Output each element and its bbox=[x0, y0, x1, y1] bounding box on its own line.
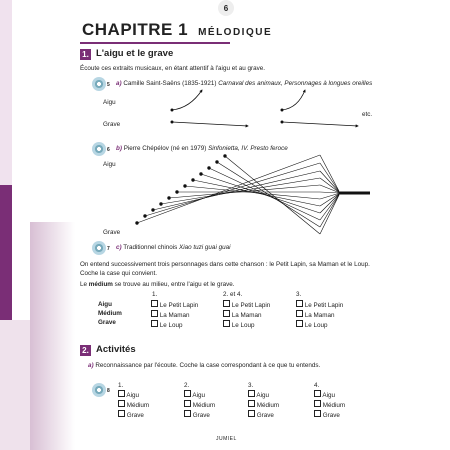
col-1-options bbox=[151, 300, 198, 330]
contour-curve-1 bbox=[172, 90, 202, 110]
option-row[interactable]: Le Loup bbox=[296, 320, 343, 330]
col-2-options bbox=[223, 300, 270, 330]
option-row[interactable]: Aigu bbox=[118, 390, 149, 400]
col-2-number: 2. et 4. bbox=[223, 291, 243, 298]
option-row[interactable]: Grave bbox=[314, 410, 345, 420]
activity-col-3 bbox=[248, 381, 279, 420]
checkbox[interactable] bbox=[314, 410, 321, 417]
section1-intro: Écoute ces extraits musicaux, en étant attentif à l'aigu et au grave. bbox=[80, 65, 265, 72]
cd-icon bbox=[92, 383, 106, 397]
item-a-work: Carnaval des animaux, Personnages à longues oreilles bbox=[218, 80, 373, 87]
track-number: 5 bbox=[107, 82, 110, 88]
cd-icon bbox=[92, 142, 106, 156]
checkbox[interactable] bbox=[314, 400, 321, 407]
option-row[interactable]: La Maman bbox=[223, 310, 270, 320]
item-b-composer: Pierre Chépélov (né en 1979) bbox=[123, 145, 207, 152]
item-c-work: Xiao tuzi guai guai bbox=[179, 244, 231, 251]
activity-col-4 bbox=[314, 381, 345, 420]
checkbox[interactable] bbox=[151, 300, 158, 307]
activity-col-2 bbox=[184, 381, 215, 420]
activity-col-number: 4. bbox=[314, 382, 320, 389]
checkbox[interactable] bbox=[184, 390, 191, 397]
option-row[interactable]: La Maman bbox=[296, 310, 343, 320]
track-number: 6 bbox=[107, 147, 110, 153]
checkbox[interactable] bbox=[223, 310, 230, 317]
item-c-letter: c) bbox=[116, 244, 122, 251]
checkbox[interactable] bbox=[184, 410, 191, 417]
option-row[interactable]: Grave bbox=[118, 410, 149, 420]
checkbox[interactable] bbox=[296, 300, 303, 307]
option-row[interactable]: Médium bbox=[118, 400, 149, 410]
col-3-number: 3. bbox=[296, 291, 302, 298]
track-number: 7 bbox=[107, 246, 110, 252]
checkbox[interactable] bbox=[248, 410, 255, 417]
checkbox[interactable] bbox=[118, 400, 125, 407]
contour-curve-2 bbox=[282, 90, 305, 110]
option-row[interactable]: La Maman bbox=[151, 310, 198, 320]
activity-col-number: 2. bbox=[184, 382, 190, 389]
option-row[interactable]: Le Petit Lapin bbox=[151, 300, 198, 310]
row-label-grave: Grave bbox=[98, 319, 116, 326]
checkbox[interactable] bbox=[223, 300, 230, 307]
chapter-title: CHAPITRE 1 bbox=[82, 20, 189, 39]
page-number: 6 bbox=[216, 4, 236, 18]
option-row[interactable]: Médium bbox=[248, 400, 279, 410]
item-b-line bbox=[116, 144, 288, 153]
col-3-options bbox=[296, 300, 343, 330]
checkbox[interactable] bbox=[151, 320, 158, 327]
item-b-aigu-label: Aigu bbox=[103, 161, 116, 168]
option-row[interactable]: Médium bbox=[184, 400, 215, 410]
row-label-medium: Médium bbox=[98, 310, 122, 317]
checkbox[interactable] bbox=[248, 400, 255, 407]
item-a-letter: a) bbox=[116, 80, 122, 87]
contour-line-2 bbox=[282, 122, 358, 126]
section2-title: Activités bbox=[96, 344, 136, 355]
option-row[interactable]: Aigu bbox=[248, 390, 279, 400]
option-row[interactable]: Le Petit Lapin bbox=[223, 300, 270, 310]
checkbox[interactable] bbox=[296, 310, 303, 317]
item-b-work: Sinfonietta, IV. Presto feroce bbox=[208, 145, 288, 152]
activity-col-number: 1. bbox=[118, 382, 124, 389]
option-row[interactable]: Médium bbox=[314, 400, 345, 410]
item-a-grave-label: Grave bbox=[103, 121, 121, 128]
section1-title: L'aigu et le grave bbox=[96, 48, 174, 59]
footer-brand: JUMIEL bbox=[216, 436, 237, 442]
chapter-subtitle: MÉLODIQUE bbox=[198, 27, 273, 38]
section1-paragraph: On entend successivement trois personnages dans cette chanson : le Petit Lapin, sa Maman et le Loup. Coche la case qui convient. bbox=[80, 261, 370, 277]
item-a-aigu-label: Aigu bbox=[103, 99, 116, 106]
item-b-letter: b) bbox=[116, 145, 122, 152]
option-row[interactable]: Grave bbox=[248, 410, 279, 420]
checkbox[interactable] bbox=[184, 400, 191, 407]
track-number: 8 bbox=[107, 388, 110, 394]
option-row[interactable]: Grave bbox=[184, 410, 215, 420]
medium-word: médium bbox=[88, 281, 113, 288]
checkbox[interactable] bbox=[151, 310, 158, 317]
checkbox[interactable] bbox=[118, 390, 125, 397]
option-row[interactable]: Le Loup bbox=[223, 320, 270, 330]
section1-number: 1. bbox=[80, 49, 91, 60]
contour-line-1 bbox=[172, 122, 248, 126]
checkbox[interactable] bbox=[314, 390, 321, 397]
option-row[interactable]: Le Petit Lapin bbox=[296, 300, 343, 310]
item-c-composer: Traditionnel chinois bbox=[123, 244, 178, 251]
medium-note: Le médium se trouve au milieu, entre l'aigu et le grave. bbox=[80, 281, 235, 288]
row-label-aigu: Aigu bbox=[98, 301, 112, 308]
fan-diagram bbox=[136, 155, 370, 234]
section2-item-letter: a) bbox=[88, 362, 94, 369]
checkbox[interactable] bbox=[248, 390, 255, 397]
checkbox[interactable] bbox=[223, 320, 230, 327]
checkbox[interactable] bbox=[118, 410, 125, 417]
section2-item bbox=[88, 361, 320, 370]
col-1-number: 1. bbox=[152, 291, 158, 298]
option-row[interactable]: Aigu bbox=[314, 390, 345, 400]
item-c-line bbox=[116, 243, 231, 252]
item-b-grave-label: Grave bbox=[103, 229, 121, 236]
etc-label: etc. bbox=[362, 111, 373, 118]
checkbox[interactable] bbox=[296, 320, 303, 327]
option-row[interactable]: Aigu bbox=[184, 390, 215, 400]
cd-icon bbox=[92, 241, 106, 255]
option-row[interactable]: Le Loup bbox=[151, 320, 198, 330]
item-a-composer: Camille Saint-Saëns (1835-1921) bbox=[123, 80, 217, 87]
activity-col-number: 3. bbox=[248, 382, 254, 389]
activity-col-1 bbox=[118, 381, 149, 420]
section2-number: 2. bbox=[80, 345, 91, 356]
section2-item-text: Reconnaissance par l'écoute. Coche la case correspondant à ce que tu entends. bbox=[95, 362, 321, 369]
